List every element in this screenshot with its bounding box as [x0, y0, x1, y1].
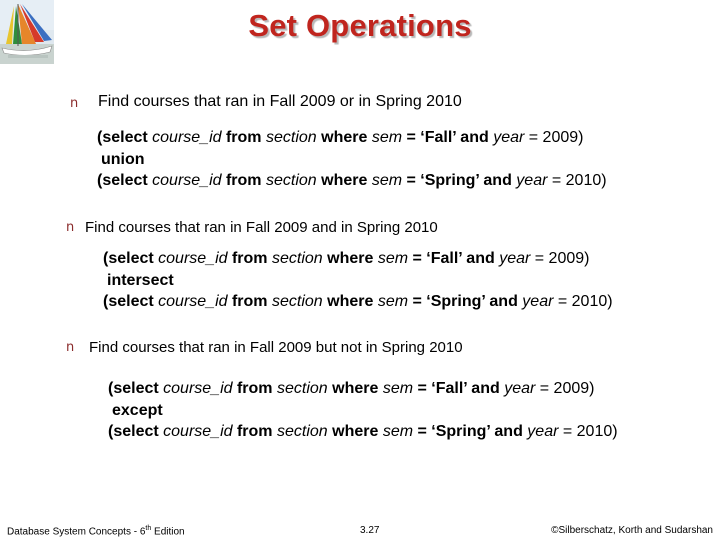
sql-block-intersect: [103, 248, 613, 313]
sql-block-except: [108, 378, 618, 443]
sql-block-union: [97, 127, 607, 192]
set-operator: intersect: [107, 271, 174, 289]
sql-line: (select course_id from section where sem = ‘Spring’ and year = 2010): [108, 423, 618, 440]
footer-page-number: 3.27: [360, 525, 380, 536]
bullet-marker: n: [66, 340, 75, 355]
section-heading-union: Find courses that ran in Fall 2009 or in Spring 2010: [98, 93, 462, 110]
set-operator: except: [112, 401, 163, 419]
sql-line: (select course_id from section where sem = ‘Fall’ and year = 2009): [108, 380, 595, 397]
sql-line: (select course_id from section where sem = ‘Spring’ and year = 2010): [97, 172, 607, 189]
sql-line: (select course_id from section where sem = ‘Fall’ and year = 2009): [97, 129, 584, 146]
set-operator: union: [101, 150, 145, 168]
bullet-marker: n: [70, 96, 79, 111]
footer-copyright: ©Silberschatz, Korth and Sudarshan: [551, 525, 713, 536]
slide-title: Set Operations: [248, 8, 472, 43]
sql-line: (select course_id from section where sem = ‘Fall’ and year = 2009): [103, 250, 590, 267]
sql-line: (select course_id from section where sem = ‘Spring’ and year = 2010): [103, 293, 613, 310]
section-heading-except: Find courses that ran in Fall 2009 but not in Spring 2010: [89, 339, 463, 356]
bullet-marker: n: [66, 220, 75, 235]
section-heading-intersect: Find courses that ran in Fall 2009 and in Spring 2010: [85, 219, 438, 236]
footer-book-title: Database System Concepts - 6th Edition: [7, 525, 185, 538]
